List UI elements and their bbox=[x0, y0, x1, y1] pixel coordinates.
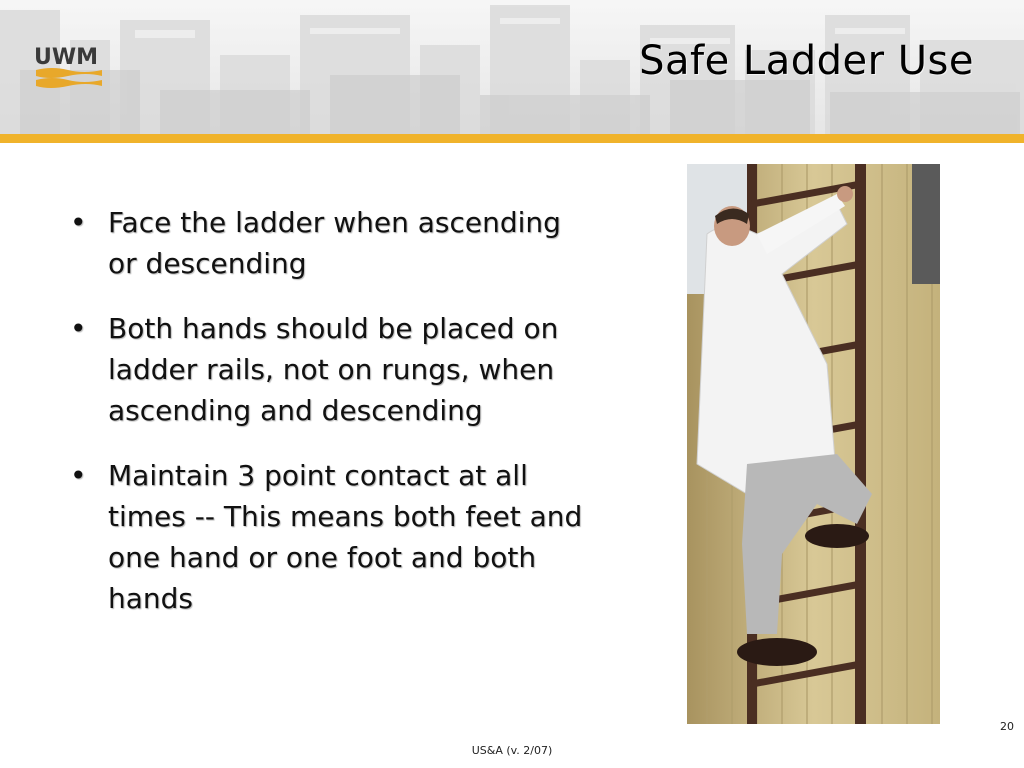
bullet-list bbox=[70, 202, 590, 643]
slide-title: Safe Ladder Use bbox=[639, 38, 974, 84]
bullet-item bbox=[70, 455, 590, 619]
uwm-logo bbox=[32, 40, 106, 94]
accent-stripe bbox=[0, 134, 1024, 143]
bullet-dot-icon: • bbox=[70, 206, 87, 239]
bullet-text: Maintain 3 point contact at all times -- This means both feet and one hand or one foot and both hands bbox=[108, 459, 583, 615]
footer-version-text: US&A (v. 2/07) bbox=[471, 744, 553, 757]
bullet-dot-icon: • bbox=[70, 312, 87, 345]
header-banner bbox=[0, 0, 1024, 134]
page-number: 20 bbox=[1000, 720, 1014, 733]
person-climbing-ladder-photo bbox=[687, 164, 940, 724]
bullet-item bbox=[70, 308, 590, 431]
bullet-text: Both hands should be placed on ladder rails, not on rungs, when ascending and descending bbox=[108, 312, 559, 427]
svg-text:UWM: UWM bbox=[34, 45, 99, 70]
bullet-dot-icon: • bbox=[70, 459, 87, 492]
bullet-item bbox=[70, 202, 590, 284]
bullet-text: Face the ladder when ascending or descending bbox=[108, 206, 561, 280]
